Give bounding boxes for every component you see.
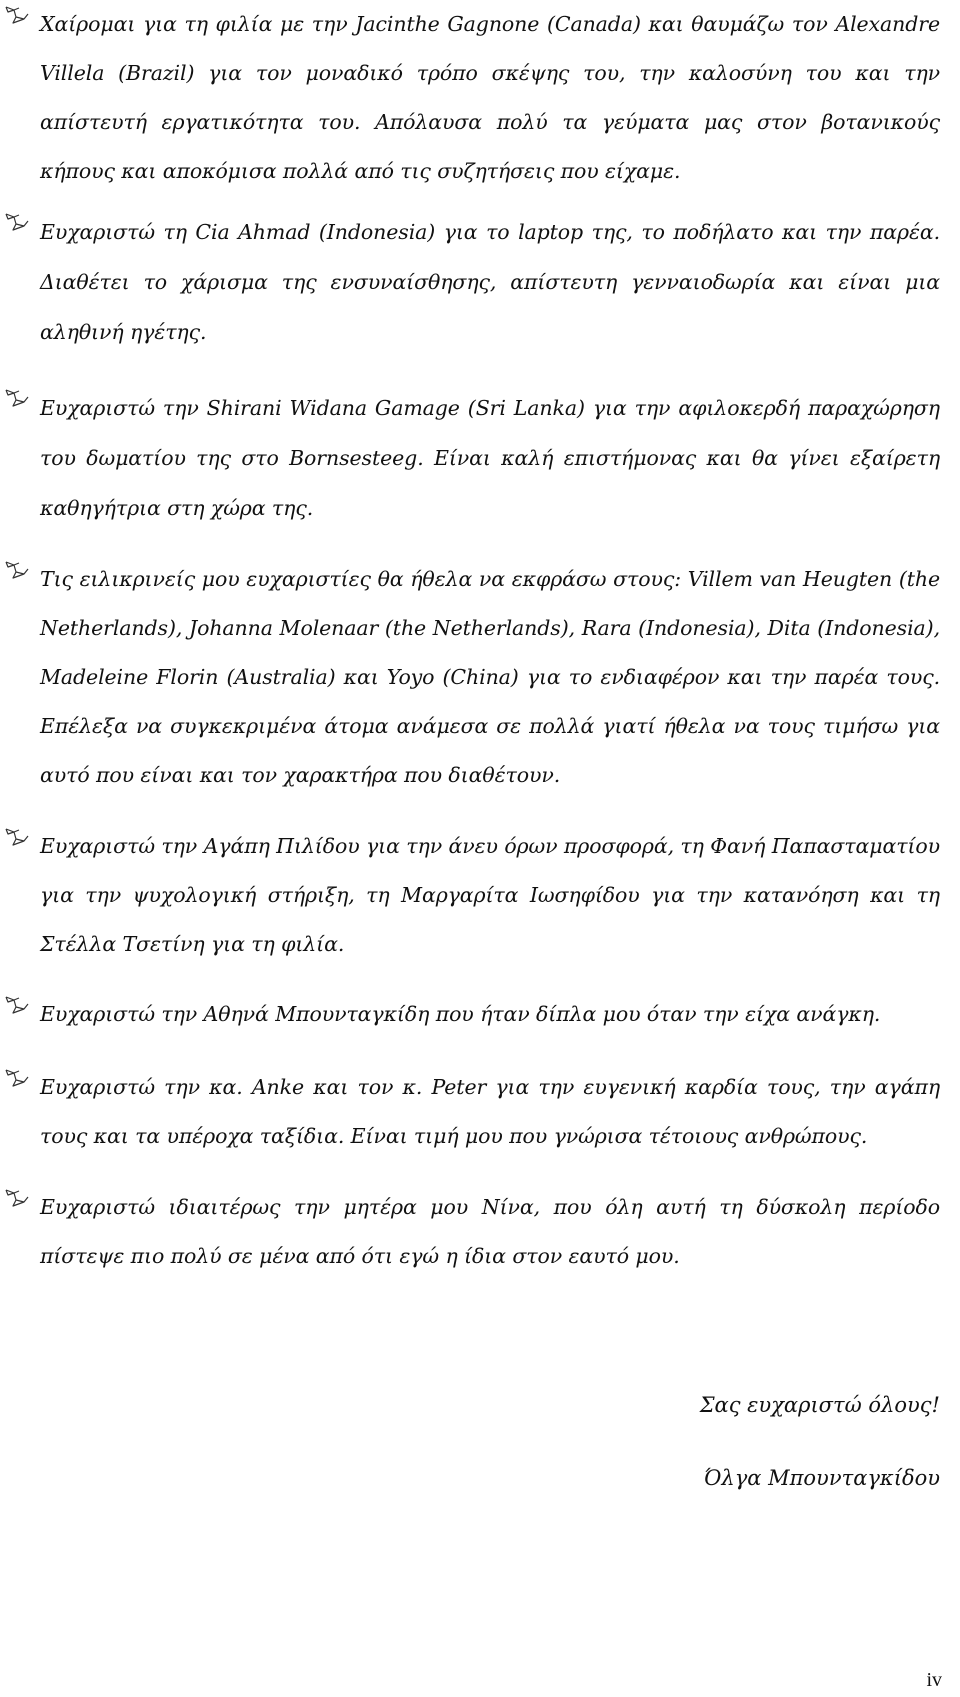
signature: Όλγα Μπουνταγκίδου: [703, 1466, 940, 1490]
dove-icon: [4, 1066, 30, 1092]
acknowledgement-item: [0, 1183, 960, 1281]
acknowledgement-item: [0, 990, 960, 1039]
acknowledgement-item: [0, 822, 960, 969]
acknowledgement-item: [0, 0, 960, 196]
acknowledgement-text: Ευχαριστώ την Αγάπη Πιλίδου για την άνευ όρων προσφορά, τη Φανή Παπασταματίου για την ψυχολογική στήριξη, τη Μαργαρίτα Ιωσηφίδου για την κατανόηση και τη Στέλλα Τσετίνη για τη φιλία.: [40, 834, 940, 956]
acknowledgement-text: Ευχαριστώ την κα. Anke και τον κ. Peter για την ευγενική καρδία τους, την αγάπη τους και τα υπέροχα ταξίδια. Είναι τιμή μου που γνώρισα τέτοιους ανθρώπους.: [40, 1075, 940, 1148]
dove-icon: [4, 3, 30, 29]
dove-icon: [4, 993, 30, 1019]
acknowledgement-text: Ευχαριστώ τη Cia Ahmad (Indonesia) για το laptop της, το ποδήλατο και την παρέα. Διαθέτει το χάρισμα της ενσυναίσθησης, απίστευτη γενναιοδωρία και είναι μια αληθινή ηγέτης.: [40, 220, 940, 344]
dove-icon: [4, 825, 30, 851]
acknowledgement-text: Ευχαριστώ την Αθηνά Μπουνταγκίδη που ήταν δίπλα μου όταν την είχα ανάγκη.: [40, 1002, 881, 1026]
dove-icon: [4, 558, 30, 584]
acknowledgement-item: [0, 555, 960, 800]
dove-icon: [4, 210, 30, 236]
acknowledgement-text: Χαίρομαι για τη φιλία με την Jacinthe Gagnone (Canada) και θαυμάζω τον Alexandre Villela (Brazil) για τον μοναδικό τρόπο σκέψης του, την καλοσύνη του και την απίστευτή εργατικότητα του. Απόλαυσα πολύ τα γεύματα μας στον βοτανικούς κήπους και αποκόμισα πολλά από τις συζητήσεις που είχαμε.: [40, 12, 940, 183]
acknowledgement-text: Ευχαριστώ ιδιαιτέρως την μητέρα μου Νίνα, που όλη αυτή τη δύσκολη περίοδο πίστεψε πιο πολύ σε μένα από ότι εγώ η ίδια στον εαυτό μου.: [40, 1195, 940, 1268]
acknowledgement-item: [0, 1063, 960, 1161]
page-number: iv: [926, 1669, 942, 1691]
closing-line: Σας ευχαριστώ όλους!: [699, 1393, 940, 1417]
acknowledgement-item: [0, 207, 960, 357]
dove-icon: [4, 1186, 30, 1212]
acknowledgement-text: Ευχαριστώ την Shirani Widana Gamage (Sri Lanka) για την αφιλοκερδή παραχώρηση του δωματίου της στο Bornsesteeg. Είναι καλή επιστήμονας και θα γίνει εξαίρετη καθηγήτρια στη χώρα της.: [40, 396, 940, 520]
acknowledgement-item: [0, 383, 960, 533]
dove-icon: [4, 386, 30, 412]
acknowledgement-text: Τις ειλικρινείς μου ευχαριστίες θα ήθελα να εκφράσω στους: Villem van Heugten (the Netherlands), Johanna Molenaar (the Netherlands), Rara (Indonesia), Dita (Indonesia), Madeleine Florin (Australia) και Yoyo (China) για το ενδιαφέρον και την παρέα τους. Επέλεξα να συγκεκριμένα άτομα ανάμεσα σε πολλά γιατί ήθελα να τους τιμήσω για αυτό που είναι και τον χαρακτήρα που διαθέτουν.: [40, 567, 940, 787]
